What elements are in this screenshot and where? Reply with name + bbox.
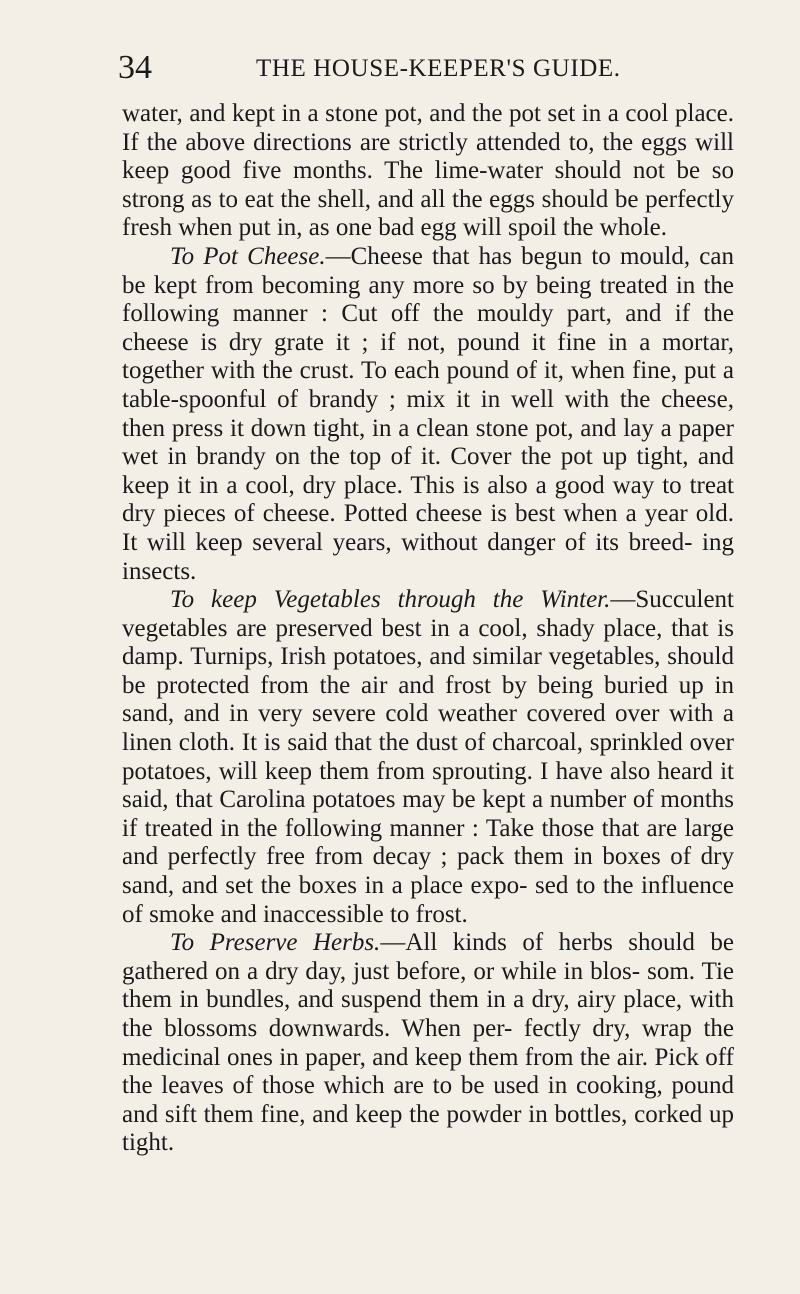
paragraph-preserve-herbs	[122, 929, 734, 1158]
paragraph-pot-cheese	[122, 243, 734, 586]
paragraph-text: —All kinds of herbs should be gathered on a dry day, just before, or while in blos- som. Tie them in bundles, and suspend them in a dry, airy place, with the blossoms downwards. When per- fectly dry, wrap the medicinal ones in paper, and keep them from the air. Pick off the leaves of those which are to be used in cooking, pound and sift them fine, and keep the powder in bottles, corked up tight.	[122, 929, 734, 1157]
page-header	[118, 48, 718, 88]
section-heading: To keep Vegetables through the Winter.	[170, 586, 611, 614]
paragraph-text: —Cheese that has begun to mould, can be kept from becoming any more so by being treated in the following manner : Cut off the mouldy part, and if the cheese is dry grate it ; if not, pound it fine in a mortar, together with the crust. To each pound of it, when fine, put a table-spoonful of brandy ; mix it in well with the cheese, then press it down tight, in a clean stone pot, and lay a paper wet in brandy on the top of it. Cover the pot up tight, and keep it in a cool, dry place. This is also a good way to treat dry pieces of cheese. Potted cheese is best when a year old. It will keep several years, without danger of its breed- ing insects.	[122, 242, 734, 585]
paragraph-keep-vegetables	[122, 586, 734, 929]
page-number: 34	[118, 49, 152, 86]
section-heading: To Preserve Herbs.	[170, 929, 381, 957]
paragraph-continuation	[122, 100, 734, 243]
running-head: THE HOUSE-KEEPER'S GUIDE.	[256, 55, 621, 82]
section-heading: To Pot Cheese.	[170, 242, 326, 270]
paragraph-text: —Succulent vegetables are preserved best in a cool, shady place, that is damp. Turnips, Irish potatoes, and similar vegetables, should be protected from the air and frost by being buried up in sand, and in very severe cold weather covered over with a linen cloth. It is said that the dust of charcoal, sprinkled over potatoes, will keep them from sprouting. I have also heard it said, that Carolina potatoes may be kept a number of months if treated in the following manner : Take those that are large and perfectly free from decay ; pack them in boxes of dry sand, and set the boxes in a place expo- sed to the influence of smoke and inaccessible to frost.	[122, 586, 734, 928]
body-text	[122, 100, 734, 1158]
paragraph-text: water, and kept in a stone pot, and the pot set in a cool place. If the above directions are strictly attended to, the eggs will keep good five months. The lime-water should not be so strong as to eat the shell, and all the eggs should be perfectly fresh when put in, as one bad egg will spoil the whole.	[122, 100, 734, 242]
